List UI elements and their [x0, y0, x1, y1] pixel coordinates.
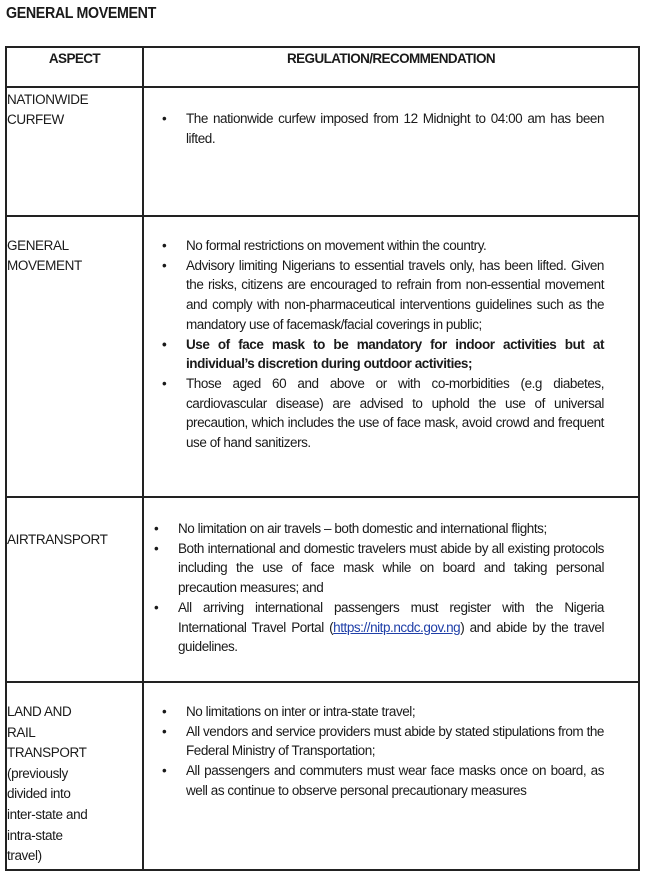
list-item: • Advisory limiting Nigerians to essential travels only, has been lifted. Given the risks, citizens are encouraged to refrain from non-essential movement and comply with non-pharmaceutical interventions guidelines such as the mandatory use of facemask/facial coverings in public; [144, 256, 638, 335]
list-item: • No limitation on air travels – both domestic and international flights; [144, 519, 638, 539]
section-title: GENERAL MOVEMENT [6, 5, 156, 22]
portal-text-after: ) and abide by the travel guidelines. [178, 619, 604, 655]
aspect-cell [6, 216, 143, 497]
list-item [144, 598, 638, 657]
aspect-label: NATIONWIDE CURFEW [7, 92, 89, 127]
bullet-list [144, 88, 638, 148]
list-item: • All passengers and commuters must wear face masks once on board, as well as continue to observe personal precautionary measures [144, 761, 638, 800]
table-row-land-rail [6, 682, 639, 870]
list-item: • Both international and domestic travelers must abide by all existing protocols including the use of face mask while on board and taking personal precaution measures; and [144, 539, 638, 598]
list-item: • All vendors and service providers must abide by stated stipulations from the Federal Ministry of Transportation; [144, 722, 638, 761]
aspect-label: LAND AND RAIL TRANSPORT (previously divided into inter-state and intra-state travel) [7, 704, 88, 864]
aspect-cell [6, 87, 143, 216]
aspect-label: GENERAL MOVEMENT [7, 238, 82, 273]
travel-portal-link[interactable]: https://nitp.ncdc.gov.ng [333, 619, 461, 635]
list-item: • Those aged 60 and above or with co-morbidities (e.g diabetes, cardiovascular disease) are advised to uphold the use of universal precaution, which includes the use of face mask, avoid crowd and frequent use of hand sanitizers. [144, 374, 638, 453]
table-row-general-movement [6, 216, 639, 497]
regulation-cell [143, 87, 639, 216]
regulation-cell [143, 216, 639, 497]
list-item: • Use of face mask to be mandatory for indoor activities but at individual’s discretion during outdoor activities; [144, 335, 638, 374]
bullet-list [144, 498, 638, 657]
header-regulation: REGULATION/RECOMMENDATION [143, 47, 639, 87]
regulation-cell [143, 682, 639, 870]
table-row-air-transport [6, 497, 639, 682]
regulation-cell [143, 497, 639, 682]
header-aspect: ASPECT [6, 47, 143, 87]
list-item: • No limitations on inter or intra-state travel; [144, 702, 638, 722]
table-row-curfew [6, 87, 639, 216]
regulation-table [5, 46, 640, 871]
aspect-label: AIRTRANSPORT [7, 531, 108, 547]
list-item: • No formal restrictions on movement within the country. [144, 236, 638, 256]
aspect-cell [6, 682, 143, 870]
aspect-cell [6, 497, 143, 682]
portal-text-before: All arriving international passengers must register with the Nigeria International Travel Portal ( [178, 599, 604, 635]
bullet-list [144, 217, 638, 453]
table-header-row [6, 47, 639, 87]
list-item: • The nationwide curfew imposed from 12 Midnight to 04:00 am has been lifted. [144, 109, 638, 148]
bullet-list [144, 683, 638, 801]
